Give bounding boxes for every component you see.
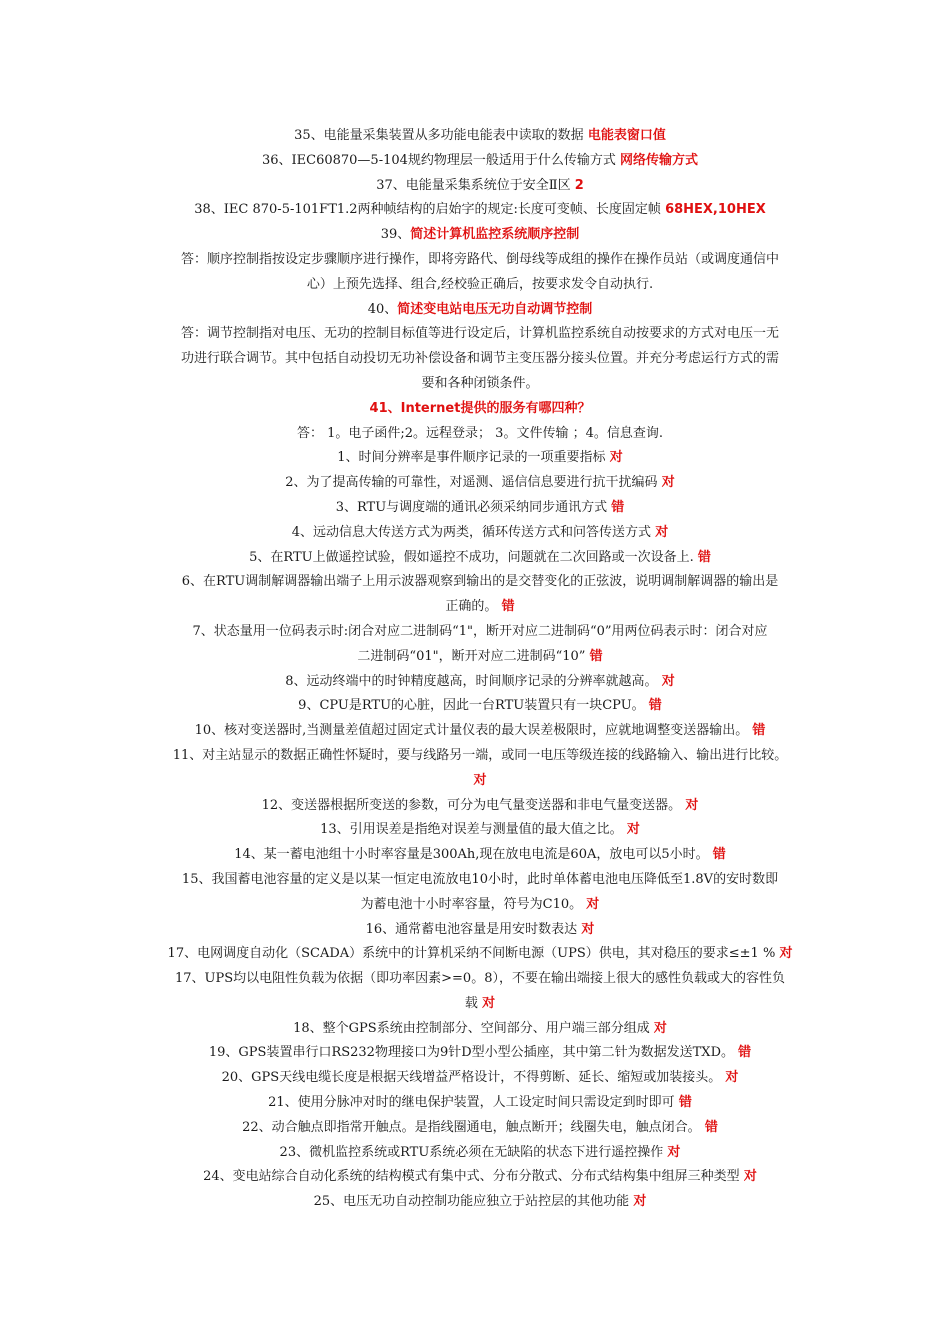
question-38 [140,198,820,223]
question-text: 38、IEC 870-5-101FT1.2两种帧结构的启始字的规定:长度可变帧、长度固定帧 [194,202,666,218]
question-text: 36、IEC60870—5-104规约物理层一般适用于什么传输方式 [261,152,621,168]
answer-40-line-1: 答：调节控制指对电压、无功的控制目标值等进行设定后，计算机监控系统自动按要求的方式对电压一无 [180,326,779,342]
statement-text: 8、远动终端中的时钟精度越高，时间顺序记录的分辨率就越高。 [285,673,662,689]
verdict-label: 对 [586,896,600,912]
verdict-label: 错 [589,648,603,664]
statement-line [140,942,820,967]
verdict-label: 错 [611,499,625,515]
statement-line [140,794,820,819]
verdict-label: 对 [473,772,487,788]
verdict-label: 错 [752,723,766,739]
statement-line [140,570,820,595]
statement-line [140,893,820,918]
statement-line [140,620,820,645]
statement-line [140,1165,820,1190]
statement-text: 14、某一蓄电池组十小时率容量是300Ah,现在放电电流是60A，放电可以5小时。 [234,847,713,863]
question-number: 39、 [380,227,411,243]
statement-text: 7、状态量用一位码表示时:闭合对应二进制码“1"，断开对应二进制码“0”用两位码表示时：闭合对应 [192,623,768,639]
statement-text: 22、动合触点即指常开触点。是指线圈通电，触点断开；线圈失电，触点闭合。 [242,1119,705,1135]
verdict-label: 对 [482,995,496,1011]
question-text: 35、电能量采集装置从多功能电能表中读取的数据 [294,128,588,143]
verdict-label: 错 [738,1045,752,1061]
verdict-label: 对 [655,524,669,540]
statement-line [140,843,820,868]
answer-text: 网络传输方式 [620,152,699,168]
statement-text: 15、我国蓄电池容量的定义是以某一恒定电流放电10小时，此时单体蓄电池电压降低至1.8V的安时数即 [181,871,779,887]
statement-text: 16、通常蓄电池容量是用安时数表达 [365,921,582,937]
statement-line [140,1141,820,1166]
statement-line [140,769,820,794]
statement-line [140,694,820,719]
statement-text: 12、变送器根据所变送的参数，可分为电气量变送器和非电气量变送器。 [261,797,686,813]
verdict-label: 错 [678,1095,692,1111]
statement-text: 6、在RTU调制解调器输出端子上用示波器观察到输出的是交替变化的正弦波，说明调制解调器的输出是 [181,574,779,590]
verdict-label: 对 [725,1070,739,1086]
answer-41: 答： 1。电子函件;2。远程登录； 3。文件传输 ；4。信息查询. [297,425,663,441]
question-37 [140,174,820,199]
statement-line [140,918,820,943]
statement-text: 4、远动信息大传送方式为两类，循环传送方式和问答传送方式 [291,524,656,540]
statement-line [140,1066,820,1091]
verdict-label: 对 [609,450,623,466]
answer-40-line-3: 要和各种闭锁条件。 [421,375,539,391]
statement-line [140,719,820,744]
statement-text: 18、整个GPS系统由控制部分、空间部分、用户端三部分组成 [293,1020,654,1036]
verdict-label: 对 [667,1144,681,1160]
statement-text: 10、核对变送器时,当测量差值超过固定式计量仪表的最大误差极限时，应就地调整变送器输出。 [194,723,753,739]
statement-text: 13、引用误差是指绝对误差与测量值的最大值之比。 [320,822,627,838]
answer-text: 2 [574,177,584,193]
answer-40-line-2: 功进行联合调节。其中包括自动投切无功补偿设备和调节主变压器分接头位置。并充分考虑运行方式的需 [180,351,779,367]
statement-line [140,818,820,843]
verdict-label: 错 [501,599,515,615]
statement-line [140,670,820,695]
statement-line [140,446,820,471]
verdict-label: 对 [685,797,699,813]
statement-line [140,595,820,620]
verdict-label: 对 [661,673,675,689]
verdict-label: 错 [704,1119,718,1135]
verdict-label: 错 [712,847,726,863]
statement-text: 19、GPS装置串行口RS232物理接口为9针D型小型公插座，其中第二针为数据发送TXD。 [208,1045,739,1061]
statement-text: 23、微机监控系统或RTU系统必须在无缺陷的状态下进行遥控操作 [279,1144,668,1160]
statement-text: 2、为了提高传输的可靠性，对遥测、遥信信息要进行抗干扰编码 [285,475,662,491]
statement-line [140,471,820,496]
question-35 [140,124,820,149]
document-page [140,124,820,1215]
question-39-heading [140,223,820,248]
verdict-label: 对 [626,822,640,838]
question-number: 40、 [367,301,398,317]
statement-text: 二进制码“01"，断开对应二进制码“10” [357,648,590,664]
true-false-list [140,446,820,1215]
statement-line [140,521,820,546]
statement-line [140,1017,820,1042]
statement-line [140,868,820,893]
verdict-label: 对 [779,946,793,962]
statement-line [140,1041,820,1066]
question-title: 简述计算机监控系统顺序控制 [410,227,580,243]
statement-text: 1、时间分辨率是事件顺序记录的一项重要指标 [337,450,610,466]
verdict-label: 对 [581,921,595,937]
verdict-label: 错 [648,698,662,714]
question-text: 37、电能量采集系统位于安全Ⅱ区 [376,177,575,193]
verdict-label: 对 [743,1169,757,1185]
statement-line [140,744,820,769]
statement-line [140,1190,820,1215]
answer-text: 电能表窗口值 [587,128,666,143]
verdict-label: 对 [661,475,675,491]
question-40-heading [140,298,820,323]
statement-text: 21、使用分脉冲对时的继电保护装置，人工设定时间只需设定到时即可 [268,1095,679,1111]
verdict-label: 对 [633,1194,647,1210]
answer-text: 68HEX,10HEX [665,202,766,218]
statement-line [140,546,820,571]
statement-line [140,992,820,1017]
question-41-heading: 41、Internet提供的服务有哪四种？ [369,400,591,416]
statement-text: 为蓄电池十小时率容量，符号为C10。 [360,896,587,912]
statement-text: 17、电网调度自动化（SCADA）系统中的计算机采纳不间断电源（UPS）供电，其对稳压的要求≤±1 % [167,946,780,962]
question-title: 简述变电站电压无功自动调节控制 [397,301,593,317]
statement-line [140,496,820,521]
statement-text: 25、电压无功自动控制功能应独立于站控层的其他功能 [313,1194,634,1210]
question-36 [140,149,820,174]
verdict-label: 错 [697,549,711,565]
statement-text: 9、CPU是RTU的心脏，因此一台RTU装置只有一块CPU。 [298,698,649,714]
answer-39-line-1: 答：顺序控制指按设定步骤顺序进行操作，即将旁路代、倒母线等成组的操作在操作员站（或调度通信中 [180,251,779,267]
statement-text: 17、UPS均以电阻性负载为依据（即功率因素>=0。8），不要在输出端接上很大的感性负载或大的容性负 [175,971,785,987]
statement-text: 24、变电站综合自动化系统的结构模式有集中式、分布分散式、分布式结构集中组屏三种类型 [203,1169,744,1185]
statement-line [140,967,820,992]
statement-line [140,1091,820,1116]
statement-text: 11、对主站显示的数据正确性怀疑时，要与线路另一端，或同一电压等级连接的线路输入、输出进行比较。 [172,747,788,763]
statement-text: 正确的。 [445,599,502,615]
verdict-label: 对 [653,1020,667,1036]
statement-text: 20、GPS天线电缆长度是根据天线增益严格设计，不得剪断、延长、缩短或加装接头。 [221,1070,726,1086]
statement-text: 载 [464,995,483,1011]
statement-text: 3、RTU与调度端的通讯必须采纳同步通讯方式 [335,499,612,515]
answer-39-line-2: 心）上预先选择、组合,经校验正确后，按要求发令自动执行. [306,276,654,292]
statement-line [140,645,820,670]
statement-line [140,1116,820,1141]
statement-text: 5、在RTU上做遥控试验，假如遥控不成功，问题就在二次回路或一次设备上. [249,549,698,565]
